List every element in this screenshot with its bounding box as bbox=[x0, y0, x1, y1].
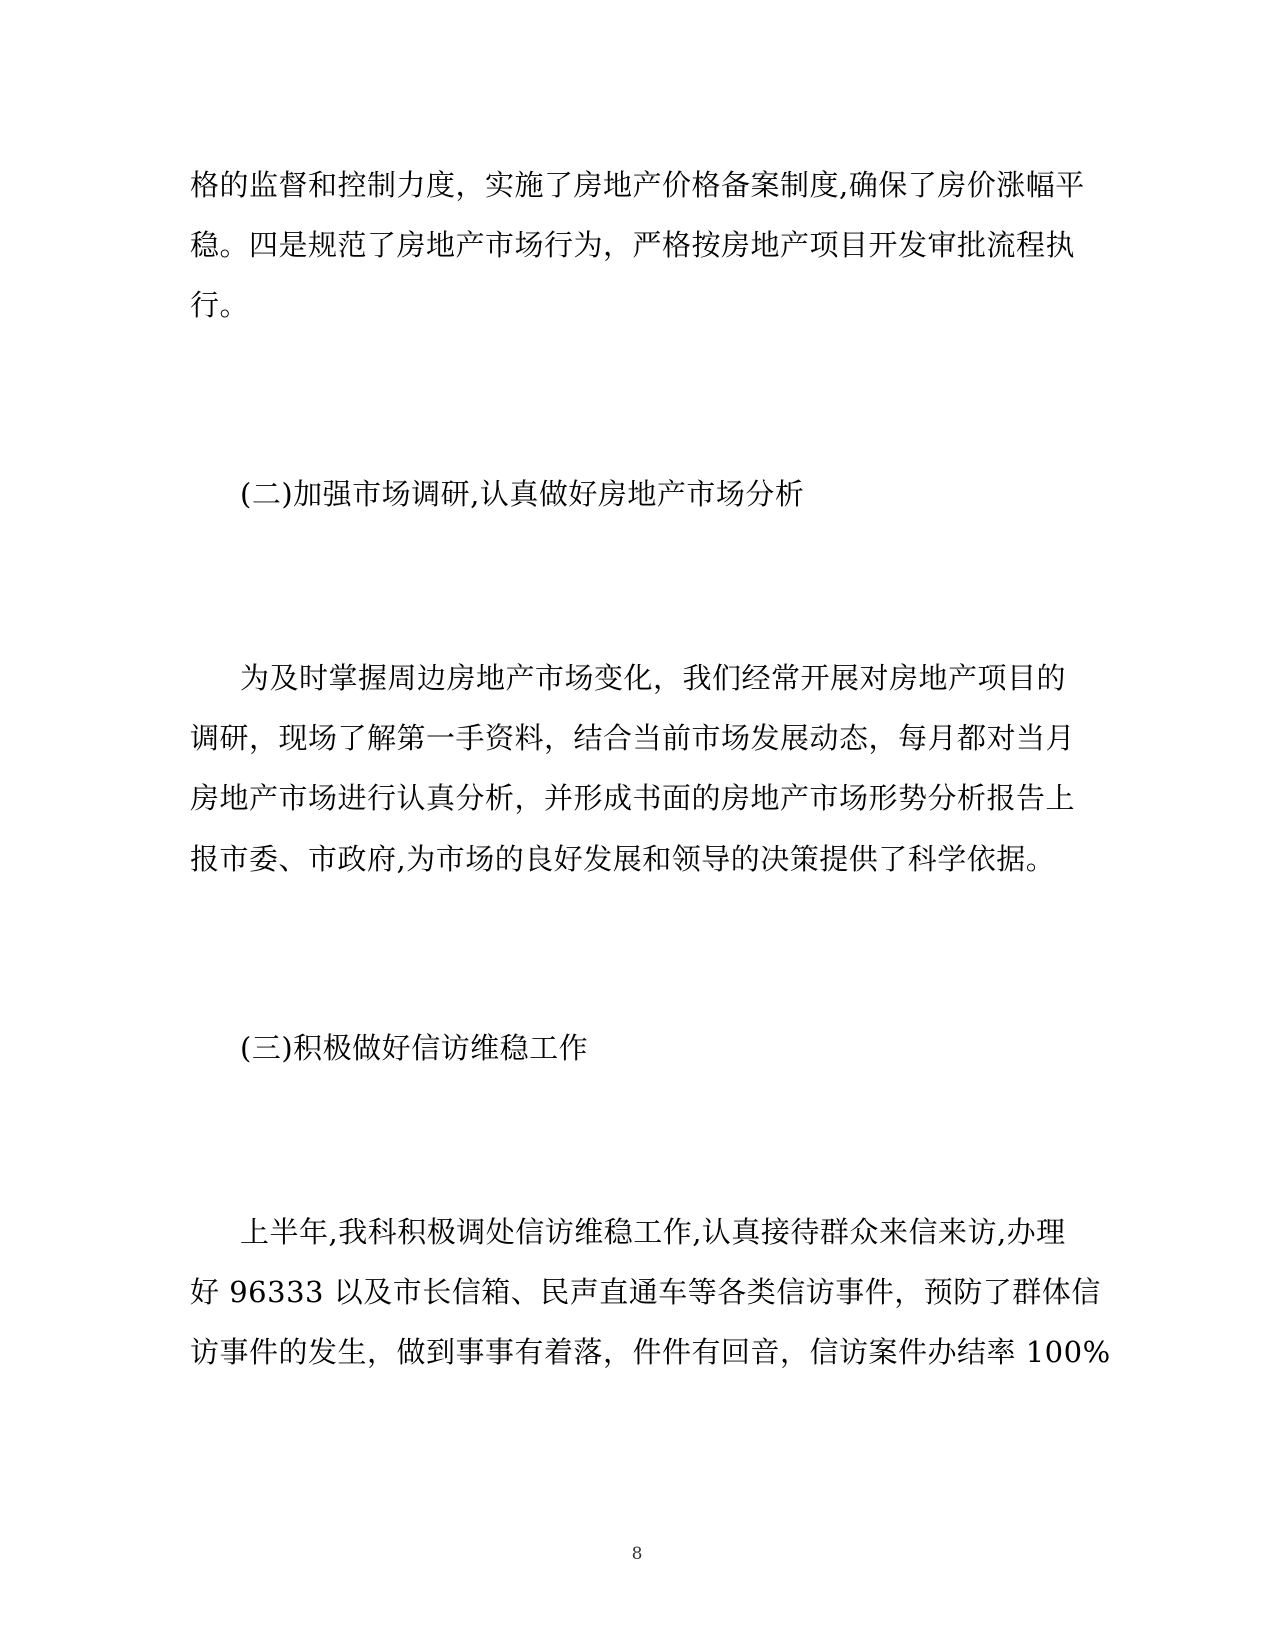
paragraph-line: 报市委、市政府,为市场的良好发展和领导的决策提供了科学依据。 bbox=[190, 842, 1056, 876]
section-heading-2: (二)加强市场调研,认真做好房地产市场分析 bbox=[240, 477, 805, 511]
paragraph-line: 行。 bbox=[190, 288, 250, 322]
page-number: 8 bbox=[631, 1544, 643, 1564]
section-heading-3: (三)积极做好信访维稳工作 bbox=[240, 1031, 589, 1065]
paragraph-line: 稳。四是规范了房地产市场行为，严格按房地产项目开发审批流程执 bbox=[190, 228, 1076, 262]
paragraph-line: 上半年,我科积极调处信访维稳工作,认真接待群众来信来访,办理 bbox=[240, 1215, 1066, 1249]
paragraph-line: 房地产市场进行认真分析，并形成书面的房地产市场形势分析报告上 bbox=[190, 781, 1076, 815]
paragraph-line: 格的监督和控制力度，实施了房地产价格备案制度,确保了房价涨幅平 bbox=[190, 168, 1085, 202]
paragraph-line: 好 96333 以及市长信箱、民声直通车等各类信访事件，预防了群体信 bbox=[190, 1275, 1101, 1309]
paragraph-line: 访事件的发生，做到事事有着落，件件有回音，信访案件办结率 100% bbox=[190, 1335, 1111, 1369]
paragraph-line: 为及时掌握周边房地产市场变化，我们经常开展对房地产项目的 bbox=[240, 661, 1067, 695]
paragraph-line: 调研，现场了解第一手资料，结合当前市场发展动态，每月都对当月 bbox=[190, 721, 1076, 755]
